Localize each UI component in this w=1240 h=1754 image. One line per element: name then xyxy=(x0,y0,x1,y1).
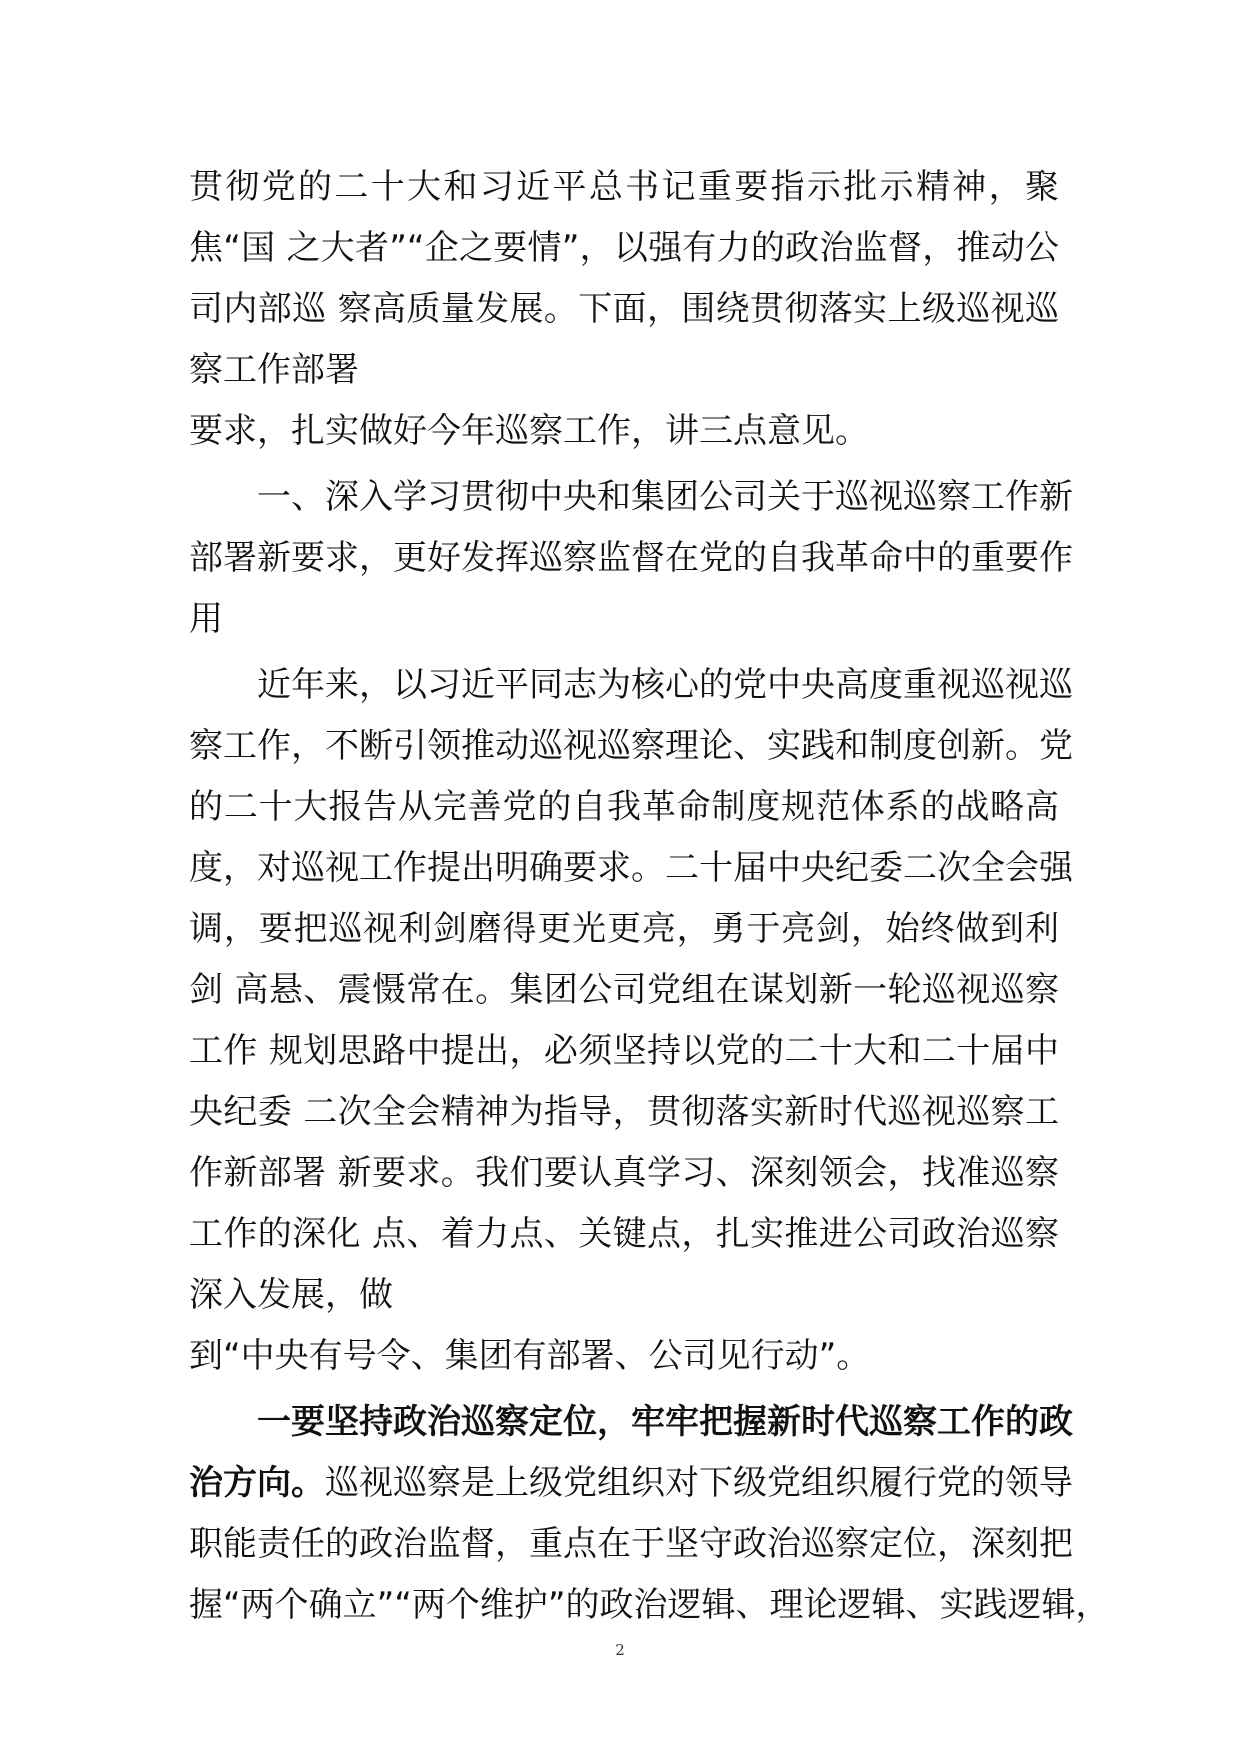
text-line: 近年来，以习近平同志为核心的党中央高度重视巡视巡 xyxy=(257,665,1073,705)
text-line: 的二十大报告从完善党的自我革命制度规范体系的战略高 xyxy=(189,787,1059,827)
text-line: 央纪委 二次全会精神为指导，贯彻落实新时代巡视巡察工 xyxy=(189,1092,1059,1132)
text-line: 到“中央有号令、集团有部署、公司见行动”。 xyxy=(189,1336,871,1376)
text-line: 司内部巡 察高质量发展。下面，围绕贯彻落实上级巡视巡 xyxy=(189,289,1059,329)
section-heading-line: 一、深入学习贯彻中央和集团公司关于巡视巡察工作新 xyxy=(257,477,1073,517)
text-line: 调，要把巡视利剑磨得更光更亮，勇于亮剑，始终做到利 xyxy=(189,909,1059,949)
text-line: 察工作，不断引领推动巡视巡察理论、实践和制度创新。党 xyxy=(189,726,1073,766)
text-line: 作新部署 新要求。我们要认真学习、深刻领会，找准巡察 xyxy=(189,1153,1059,1193)
page-number: 2 xyxy=(615,1641,625,1659)
text-line: 工作 规划思路中提出，必须坚持以党的二十大和二十届中 xyxy=(189,1031,1059,1071)
bold-lead-text: 治方向。 xyxy=(189,1463,325,1503)
text-line: 职能责任的政治监督，重点在于坚守政治巡察定位，深刻把 xyxy=(189,1524,1073,1564)
text-line: 工作的深化 点、着力点、关键点，扎实推进公司政治巡察 xyxy=(189,1214,1059,1254)
text-line xyxy=(189,1453,1073,1514)
text-line: 焦“国 之大者”“企之要情”，以强有力的政治监督，推动公 xyxy=(189,228,1059,268)
text-line: 握“两个确立”“两个维护”的政治逻辑、理论逻辑、实践逻辑， xyxy=(189,1585,1110,1625)
body-text: 巡视巡察是上级党组织对下级党组织履行党的领导 xyxy=(325,1463,1073,1503)
text-line: 要求，扎实做好今年巡察工作，讲三点意见。 xyxy=(189,411,869,451)
text-line: 剑 高悬、震慑常在。集团公司党组在谋划新一轮巡视巡察 xyxy=(189,970,1059,1010)
text-line: 深入发展，做 xyxy=(189,1275,393,1315)
text-line: 贯彻党的二十大和习近平总书记重要指示批示精神，聚 xyxy=(189,167,1059,207)
bold-lead-line: 一要坚持政治巡察定位，牢牢把握新时代巡察工作的政 xyxy=(257,1402,1073,1442)
text-line: 度，对巡视工作提出明确要求。二十届中央纪委二次全会强 xyxy=(189,848,1073,888)
section-heading-line: 用 xyxy=(189,599,223,639)
section-heading-line: 部署新要求，更好发挥巡察监督在党的自我革命中的重要作 xyxy=(189,538,1073,578)
document-body xyxy=(189,157,1110,1636)
text-line: 察工作部署 xyxy=(189,350,359,390)
